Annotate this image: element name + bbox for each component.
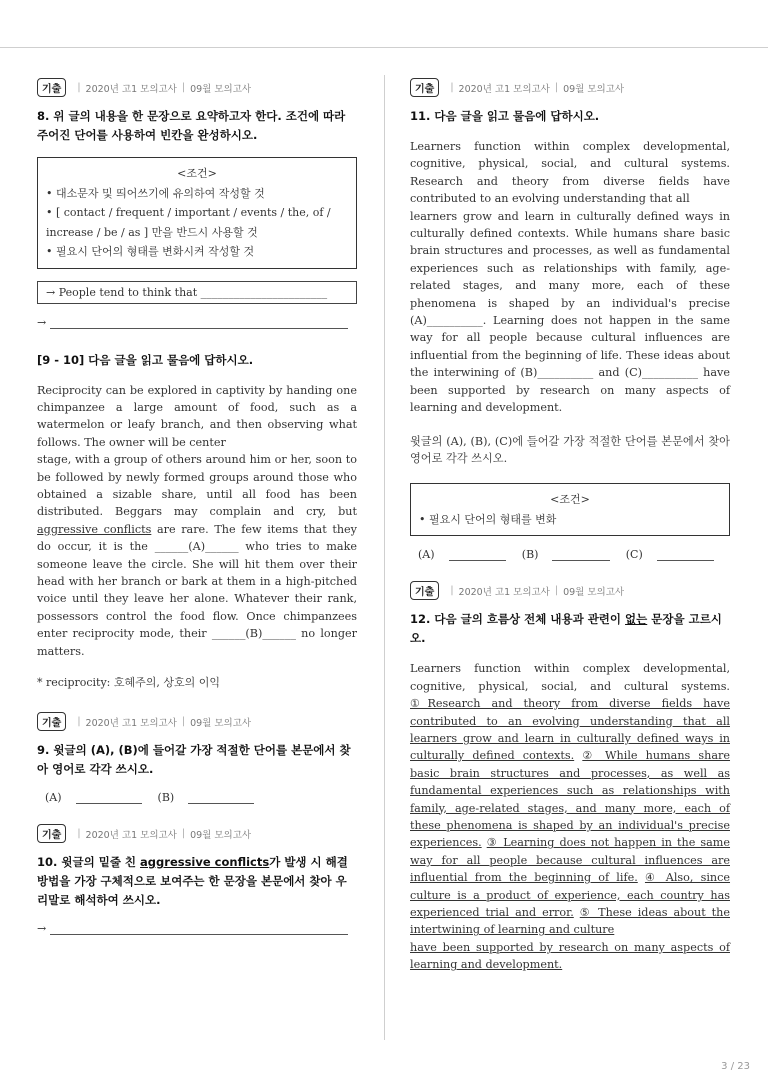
right-column: [410, 78, 730, 974]
sentence-1: ①Research and theory from diverse fields have contributed to an evolving understanding that all learners grow and learn in culturally defined ways in culturally defined contexts.: [410, 697, 730, 763]
q11-condition-box: <조건> • 필요시 단어의 형태를 변화: [410, 483, 730, 536]
column-divider: [384, 75, 385, 1040]
q9-10-header: [9 - 10] 다음 글을 읽고 물음에 답하시오.: [37, 352, 254, 367]
passage-learners: Learners function within complex developmental, cognitive, physical, social, and cultural systems. Research and theory from diverse fields have contributed to an evolving understanding that all learners grow and learn in culturally defined ways in culturally defined contexts. While humans share basic brain structures and processes, as well as fundamental experiences such as relationships with family, age-related stages, and many more, each of these phenomena is shaped by an individual's precise (A)__________. Learning does not happen in the same way for all people because cultural influences are influential from the beginning of life. These ideas about the interwining of (B)__________ and (C)__________ have been supported by research on many aspects of learning and development.: [410, 140, 730, 415]
underlined-phrase: aggressive conflicts: [37, 522, 152, 536]
q8-condition-box: [37, 157, 357, 269]
exam-year: 2020년 고1 모의고사: [85, 83, 177, 95]
exam-badge: 기출: [410, 581, 439, 600]
condition-item: • 필요시 단어의 형태를 변화시켜 작성할 것: [46, 245, 255, 258]
exam-tag: 기출 | 2020년 고1 모의고사 | 09월 모의고사: [37, 78, 357, 97]
sentence-5: ⑤ These ideas about the intertwining of learning and culture: [410, 906, 730, 937]
exam-tag: 기출 | 2020년 고1 모의고사 | 09월 모의고사: [37, 824, 357, 843]
sentence-5-cont: have been supported by research on many aspects of learning and development.: [410, 940, 730, 972]
exam-tag: 기출 | 2020년 고1 모의고사 | 09월 모의고사: [410, 78, 730, 97]
sentence-2: ② While humans share basic brain structures and processes, as well as fundamental experiences such as relationships with family, age-related stages, and many more, each of these phenomena is shaped by an individual's precise experiences.: [410, 749, 731, 850]
q11-title: 11. 다음 글을 읽고 물음에 답하시오.: [410, 109, 600, 123]
exam-tag: 기출 | 2020년 고1 모의고사 | 09월 모의고사: [37, 712, 357, 731]
passage-reciprocity: Reciprocity can be explored in captivity by handing one chimpanzee a large amount of food, such as a watermelon or leafy branch, and then observing what follows. The owner will be center stage, with a group of others around him or her, soon to be followed by newly formed groups around those who obtained a sizable share, until all food has been distributed. Beggars may complain and cry, but aggressive conflicts are rare. The few items that they do occur, it is the ______(A)______ who tries to make someone leave the circle. She will hit them over their head with her branch or bark at them in a high-pitched voice until they leave her alone. Whatever their rank, possessors control the food flow. Once chimpanzees enter reciprocity mode, their ______(B)______ no longer matters.: [37, 383, 357, 658]
left-column: [37, 78, 357, 957]
footnote: * reciprocity: 호혜주의, 상호의 이익: [37, 676, 221, 689]
exam-tag: 기출 | 2020년 고1 모의고사 | 09월 모의고사: [410, 581, 730, 600]
q12-title: 12. 다음 글의 흐름상 전체 내용과 관련이 없는 문장을 고르시오.: [410, 612, 722, 646]
q8-title: 8. 위 글의 내용을 한 문장으로 요약하고자 한다. 조건에 따라 주어진 단어를 사용하여 빈칸을 완성하시오.: [37, 109, 346, 142]
condition-item: • [ contact / frequent / important / events / the, of / increase / be / as ] 만을 반드시 사용할 것: [46, 206, 331, 239]
q10-answer-line[interactable]: →: [37, 922, 357, 935]
exam-badge: 기출: [37, 78, 66, 97]
q9-title: 9. 윗글의 (A), (B)에 들어갈 가장 적절한 단어를 본문에서 찾아 영어로 각각 쓰시오.: [37, 743, 351, 776]
exam-badge: 기출: [410, 78, 439, 97]
q8-answer-line[interactable]: →: [37, 316, 357, 329]
sentence-3: ③ Learning does not happen in the same way for all people because cultural influences are influential from the beginning of life.: [410, 836, 731, 885]
q11-question: 윗글의 (A), (B), (C)에 들어갈 가장 적절한 단어를 본문에서 찾아 영어로 각각 쓰시오.: [410, 434, 730, 465]
passage-q12: Learners function within complex developmental, cognitive, physical, social, and cultural systems. ①Research and theory from diverse fields have contributed to an evolving understanding that all learners grow and learn in culturally defined ways in culturally defined contexts. ② While humans share basic brain structures and processes, as well as fundamental experiences such as relationships with family, age-related stages, and many more, each of these phenomena is shaped by an individual's precise experiences. ③ Learning does not happen in the same way for all people because cultural influences are influential from the beginning of life. ④ Also, since culture is a product of experience, each country has experienced trial and error. ⑤ These ideas about the intertwining of learning and culture have been supported by research on many aspects of learning and development.: [410, 660, 730, 973]
exam-month: 09월 모의고사: [190, 83, 252, 95]
q10-title: 10. 윗글의 밑줄 친 aggressive conflicts가 발생 시 해결 방법을 가장 구체적으로 보여주는 한 문장을 본문에서 찾아 우리말로 해석하여 쓰시오.: [37, 855, 348, 907]
page-number: 3 / 23: [721, 1061, 750, 1072]
sentence-4: ④ Also, since culture is a product of experience, each country has experienced trial and error.: [410, 871, 731, 919]
q11-answer-blanks[interactable]: (A) (B) (C): [418, 548, 730, 561]
q8-answer-box[interactable]: → People tend to think that _______________________: [37, 281, 357, 304]
condition-item: • 대소문자 및 띄어쓰기에 유의하여 작성할 것: [46, 186, 265, 200]
condition-title: <조건>: [177, 167, 217, 180]
exam-badge: 기출: [37, 824, 66, 843]
q9-answer-blanks[interactable]: (A) (B): [45, 791, 357, 804]
exam-badge: 기출: [37, 712, 66, 731]
header-rule: [0, 47, 768, 48]
